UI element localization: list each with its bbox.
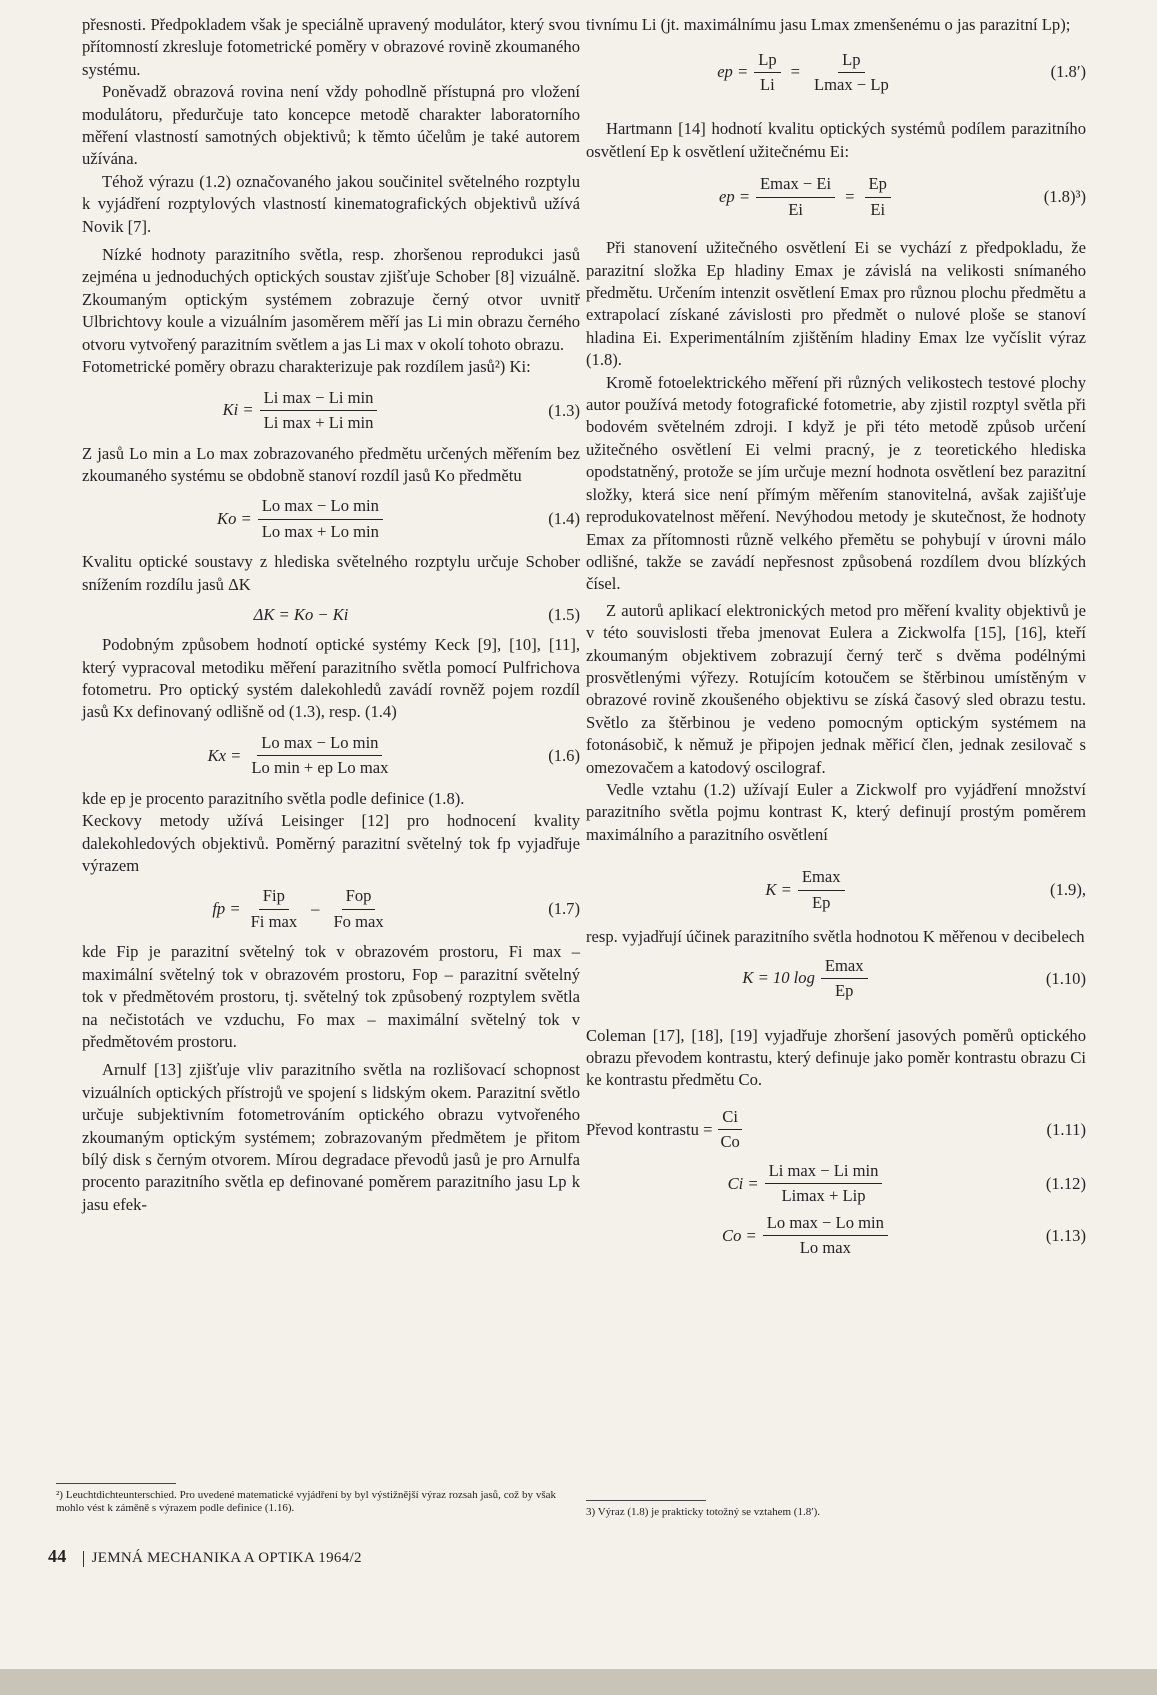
scan-edge [0,1669,1157,1695]
right-column [586,14,1086,1264]
paragraph: Arnulf [13] zjišťuje vliv parazitního světla na rozlišovací schopnost vizuálních optických přístrojů ve spojení s lidským okem. Parazitní světlo určuje subjektivním fotometrováním optického obrazu vytvořeného zkoumaným optickým systémem; zobrazovaným předmětem je přitom bílý disk s černým otvorem. Mírou degradace převodů jasů je pro Arnulfa procento parazitního světla ep definované poměrem parazitního jasu Lp k jasu efek- [82,1060,580,1214]
equation-number: (1.8)³) [1043,187,1086,207]
paragraph: Fotometrické poměry obrazu charakterizuje pak rozdílem jasů²) Ki: [82,357,531,377]
equation-1-4: Ko = $\frac{\text{Lo max − Lo min}}{\text{Lo max + Lo min}}$ (1.4) [217,496,580,541]
equation-number: (1.13) [1045,1225,1086,1245]
equation-number: (1.7) [548,899,580,919]
equation-1-5: ΔK = Ko − Ki (1.5) [82,600,580,630]
paragraph: Z autorů aplikací elektronických metod pro měření kvality objektivů je v této souvislosti třeba jmenovat Eulera a Zickwolfa [15], [16], kteří zkoumaným objektivem zobrazují černý terč s dvěma podélnými prosvětlenými výřezy. Rotujícím kotoučem se štěrbinou umístěným v obrazové rovině zkoušeného objektivu se získá časový sled obrazu testu. Světlo za štěrbinou je vedeno pomocným optickým systémem na fotonásobič, k němuž je připojen jednak měřicí člen, jednak zesilovač s omezovačem a katodový oscilograf. [586,600,1086,777]
paragraph: kde Fip je parazitní světelný tok v obrazovém prostoru, Fi max – maximální světelný tok v obrazovém prostoru, Fop – parazitní světelný tok v předmětovém prostoru, tj. světelný tok způsobený rozptylem světla na nečistotách ve vzduchu, Fo max – maximální světelný tok v předmětovém prostoru. [82,942,580,1051]
equation-1-3: Ki = $\frac{\text{Li max − Li min}}{\text{Li max + Li min}}$ (1.3) [222,387,580,432]
paragraph: Podobným způsobem hodnotí optické systémy Keck [9], [10], [11], který vypracoval metodiku měření parazitního světla pomocí Pulfrichova fotometru. Pro optický systém dalekohledů zavádí rovněž pojem rozdíl jasů Kx definovaný odlišně od (1.3), resp. (1.4) [82,635,580,722]
equation-1-11: Převod kontrastu = $\frac{Ci}{Co}$ (1.11) [586,1106,1086,1152]
equation-1-7: fp = $\frac{\text{Fip}}{\text{Fi max}}$ – $\frac{\text{Fop}}{\text{Fo max}}$ (1.7) [212,886,580,931]
left-column [82,14,580,1216]
equation-1-9: K = $\frac{Emax}{Ep}$ (1.9), [765,867,1086,912]
equation-number: (1.8′) [1050,62,1086,82]
equation-1-8-prime: ep = $\frac{Lp}{Li}$ = $\frac{Lp}{Lmax - Lp}$ (1.8′) [717,49,1086,94]
paragraph: Coleman [17], [18], [19] vyjadřuje zhoršení jasových poměrů optického obrazu převodem kontrastu, který definuje jako poměr kontrastu obrazu Ci ke kontrastu předmětu Co. [586,1025,1086,1090]
paragraph: Z jasů Lo min a Lo max zobrazovaného předmětu určených měřením bez zkoumaného systému se obdobně stanoví rozdíl jasů Ko předmětu [82,443,580,485]
journal-name: JEMNÁ MECHANIKA A OPTIKA 1964/2 [91,1550,362,1566]
paragraph: Při stanovení užitečného osvětlení Ei se vychází z předpokladu, že parazitní složka Ep hladiny Emax je závislá na velikosti snímaného předmětu. Určením intenzit osvětlení Emax pro různou plochu předmětu a extrapolací získané závislosti pro předmět o nulové ploše se stanoví hladina Ei. Experimentálním zjištěním hladiny Emax lze vyčíslit výraz (1.8). [586,238,1086,370]
equation-number: (1.10) [1045,968,1086,988]
paragraph: Vedle vztahu (1.2) užívají Euler a Zickwolf pro vyjádření množství parazitního světla pojmu kontrast K, který definují prostým poměrem maximálního a parazitního osvětlení [586,779,1086,844]
left-footnote [56,1473,556,1515]
footnote-text: 3) Výraz (1.8) je prakticky totožný se vztahem (1.8′). [586,1506,821,1518]
equation-number: (1.4) [548,509,580,529]
equation-number: (1.12) [1045,1173,1086,1193]
paragraph: Kvalitu optické soustavy z hlediska světelného rozptylu určuje Schober snížením rozdílu jasů ΔK [82,552,580,594]
equation-1-12: Ci = $\frac{\text{Li max − Li min}}{\text{Limax + Lip}}$ (1.12) [727,1160,1086,1206]
equation-number: (1.3) [548,400,580,420]
paragraph: Poněvadž obrazová rovina není vždy pohodlně přístupná pro vložení modulátoru, předurčuje tato koncepce metodě charakter laboratorního měření vlastností samotných objektivů; k těmto účelům je také autorem užívána. [82,82,580,169]
paragraph: Hartmann [14] hodnotí kvalitu optických systémů podílem parazitního osvětlení Ep k osvětlení užitečnému Ei: [586,119,1086,161]
paragraph: tivnímu Li (jt. maximálnímu jasu Lmax zmenšenému o jas parazitní Lp); [586,15,1071,34]
equation-1-6: Kx = $\frac{\text{Lo max − Lo min}}{\text{Lo min + ep Lo max}}$ (1.6) [207,732,580,778]
paragraph: Nízké hodnoty parazitního světla, resp. zhoršenou reprodukci jasů zejména u jednoduchých optických soustav zjišťuje Schober [8] vizuálně. Zkoumaným optickým systémem zobrazuje černý otvor uvnitř Ulbrichtovy koule a vizuálním jasoměrem měří jas Li min obrazu černého otvoru vytvořený parazitním světlem a jas Li max v okolí tohoto obrazu. [82,245,580,354]
equation-number: (1.9), [1050,879,1086,899]
paragraph: resp. vyjadřují účinek parazitního světla hodnotou K měřenou v decibelech [586,927,1085,947]
equation-1-13: Co = $\frac{\text{Lo max − Lo min}}{\text{Lo max}}$ (1.13) [722,1212,1086,1258]
paragraph: Keckovy metody užívá Leisinger [12] pro hodnocení kvality dalekohledových objektivů. Poměrný parazitní světelný tok fp vyjadřuje výrazem [82,811,580,875]
paragraph: Téhož výrazu (1.2) označovaného jakou součinitel světelného rozptylu k vyjádření rozptylových vlastností kinematografických objektivů užívá Novik [7]. [82,171,580,236]
equation-number: (1.11) [1046,1119,1086,1139]
equation-1-8: ep = $\frac{Emax - Ei}{Ei}$ = $\frac{Ep}{Ei}$ (1.8)³) [719,174,1086,219]
paragraph: kde ep je procento parazitního světla podle definice (1.8). [82,788,465,808]
page-number: 44 [48,1546,67,1566]
footnote-text: ²) Leuchtdichteunterschied. Pro uvedené matematické vyjádření by byl výstižnější výraz rozsah jasů, což by však mohlo vést k záměně s výrazem podle definice (1.16). [56,1489,556,1514]
page-footer [48,1546,362,1567]
paragraph: přesnosti. Předpokladem však je speciálně upravený modulátor, který svou přítomností zkresluje fotometrické poměry v obrazové rovině zkoumaného systému. [82,15,580,79]
equation-number: (1.5) [548,604,580,624]
equation-1-10: K = 10 log $\frac{Emax}{Ep}$ (1.10) [742,955,1086,1001]
right-footnote [586,1490,1026,1519]
paragraph: Kromě fotoelektrického měření při různých velikostech testové plochy autor používá metody fotografické fotometrie, aby zjistil rozptyl světla při bodovém světelném zdroji. I když je při této metodě způsob určení užitečného osvětlení Ei velmi pracný, je z teoretického hlediska opodstatněný, protože se jím určuje mezní hodnota osvětlení bez parazitní složky, která sice není přímým měřením stanovitelná, avšak zajišťuje reprodukovatelnost měření. Nevýhodou metody je skutečnost, že hodnoty Emax za přítomnosti různě velkého přemětu se pohybují v úrovni málo odlišné, takže se zavádí nepřesnost způsobená rozdílem dvou blízkých čísel. [586,372,1086,594]
equation-number: (1.6) [548,745,580,765]
